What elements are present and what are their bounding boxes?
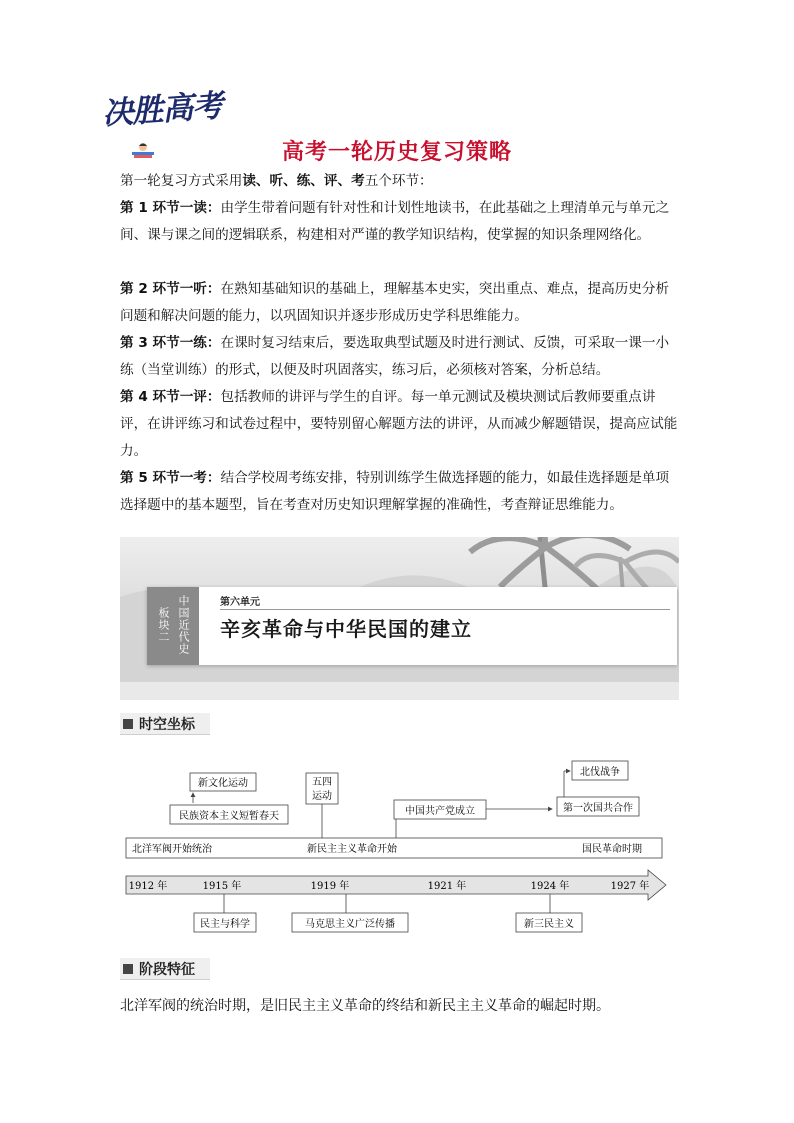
step-text: 结合学校周考练安排，特别训练学生做选择题的能力，如最佳选择题是单项选择题中的基本题型，旨在考查对历史知识理解掌握的准确性，考查辩证思维能力。 xyxy=(120,470,670,513)
step-text: 在课时复习结束后，要选取典型试题及时进行测试、反馈，可采取一课一小练（当堂训练）的形式，以便及时巩固落实，练习后，必须核对答案，分析总结。 xyxy=(120,335,670,378)
box-democracy-science xyxy=(194,913,256,932)
svg-text:国民革命时期: 国民革命时期 xyxy=(582,844,642,855)
step-5 xyxy=(120,465,680,519)
step-3 xyxy=(120,330,680,384)
box-new-culture xyxy=(190,773,256,791)
step-text: 由学生带着问题有针对性和计划性地读书，在此基础之上理清单元与单元之间、课与课之间的逻辑联系，构建相对严谨的教学知识结构，使掌握的知识条理网络化。 xyxy=(120,200,670,243)
intro-bold: 读、听、练、评、考 xyxy=(242,173,365,189)
svg-text:1912 年: 1912 年 xyxy=(128,881,168,892)
page-title: 高考一轮历史复习策略 xyxy=(281,140,512,165)
svg-text:民主与科学: 民主与科学 xyxy=(200,919,250,930)
square-icon xyxy=(123,719,133,729)
section-title: 时空坐标 xyxy=(139,717,195,733)
step-4 xyxy=(120,384,680,465)
step-label: 第 2 环节一听： xyxy=(120,281,221,297)
period-band xyxy=(126,838,662,858)
logo-text: 决胜高考 xyxy=(101,87,224,133)
step-1 xyxy=(120,195,680,249)
step-text: 在熟知基础知识的基础上，理解基本史实，突出重点、难点，提高历史分析问题和解决问题的能力，以巩固知识并逐步形成历史学科思维能力。 xyxy=(120,281,670,324)
step-label: 第 4 环节一评： xyxy=(120,389,221,405)
svg-text:马克思主义广泛传播: 马克思主义广泛传播 xyxy=(305,919,395,930)
unit-banner xyxy=(120,537,679,700)
square-icon xyxy=(123,964,133,974)
svg-text:第一次国共合作: 第一次国共合作 xyxy=(563,803,633,814)
step-label: 第 5 环节一考： xyxy=(120,470,221,486)
step-2 xyxy=(120,276,680,330)
svg-text:运动: 运动 xyxy=(312,791,332,802)
svg-text:1921 年: 1921 年 xyxy=(427,881,467,892)
box-first-cooperation xyxy=(557,797,639,816)
section-tag xyxy=(147,587,199,665)
svg-text:新民主主义革命开始: 新民主主义革命开始 xyxy=(307,844,397,855)
svg-text:1919 年: 1919 年 xyxy=(310,881,350,892)
box-marxism-spread xyxy=(292,913,408,932)
step-label: 第 3 环节一练： xyxy=(120,335,221,351)
svg-text:1915 年: 1915 年 xyxy=(202,881,242,892)
stage-feature-text: 北洋军阀的统治时期，是旧民主主义革命的终结和新民主主义革命的崛起时期。 xyxy=(120,998,610,1014)
intro-paragraph xyxy=(120,168,680,195)
box-national-capitalism xyxy=(170,805,288,824)
svg-text:1927 年: 1927 年 xyxy=(610,881,650,892)
svg-text:1924 年: 1924 年 xyxy=(530,881,570,892)
box-northern-expedition xyxy=(572,761,628,780)
unit-title: 辛亥革命与中华民国的建立 xyxy=(220,617,472,641)
svg-text:北伐战争: 北伐战争 xyxy=(580,767,620,778)
svg-text:五四: 五四 xyxy=(312,777,332,788)
svg-text:民族资本主义短暂春天: 民族资本主义短暂春天 xyxy=(179,811,279,822)
unit-divider xyxy=(220,609,670,610)
step-text: 包括教师的讲评与学生的自评。每一单元测试及模块测试后教师要重点讲评，在讲评练习和试卷过程中，要特别留心解题方法的讲评，从而减少解题错误，提高应试能力。 xyxy=(120,389,678,459)
section-header-features xyxy=(120,958,210,980)
unit-label: 第六单元 xyxy=(220,597,260,608)
svg-text:中国共产党成立: 中国共产党成立 xyxy=(405,806,475,817)
svg-text:北洋军阀开始统治: 北洋军阀开始统治 xyxy=(132,844,212,855)
box-may-fourth xyxy=(306,773,338,804)
step-label: 第 1 环节一读： xyxy=(120,200,221,216)
timeline-diagram xyxy=(120,745,680,940)
banner-footer-strip xyxy=(120,682,679,700)
box-new-three-principles xyxy=(516,913,582,932)
intro-prefix: 第一轮复习方式采用 xyxy=(120,173,243,189)
tag-label-right: 中国近代史 xyxy=(177,595,190,655)
box-ccp-founded xyxy=(394,800,486,819)
year-axis xyxy=(126,870,666,900)
svg-text:新三民主义: 新三民主义 xyxy=(524,919,574,930)
intro-suffix: 五个环节： xyxy=(364,173,433,189)
svg-text:新文化运动: 新文化运动 xyxy=(198,778,248,789)
section-title: 阶段特征 xyxy=(139,962,195,978)
section-header-timeline xyxy=(120,713,210,735)
tag-label-left: 板块二 xyxy=(157,607,170,643)
